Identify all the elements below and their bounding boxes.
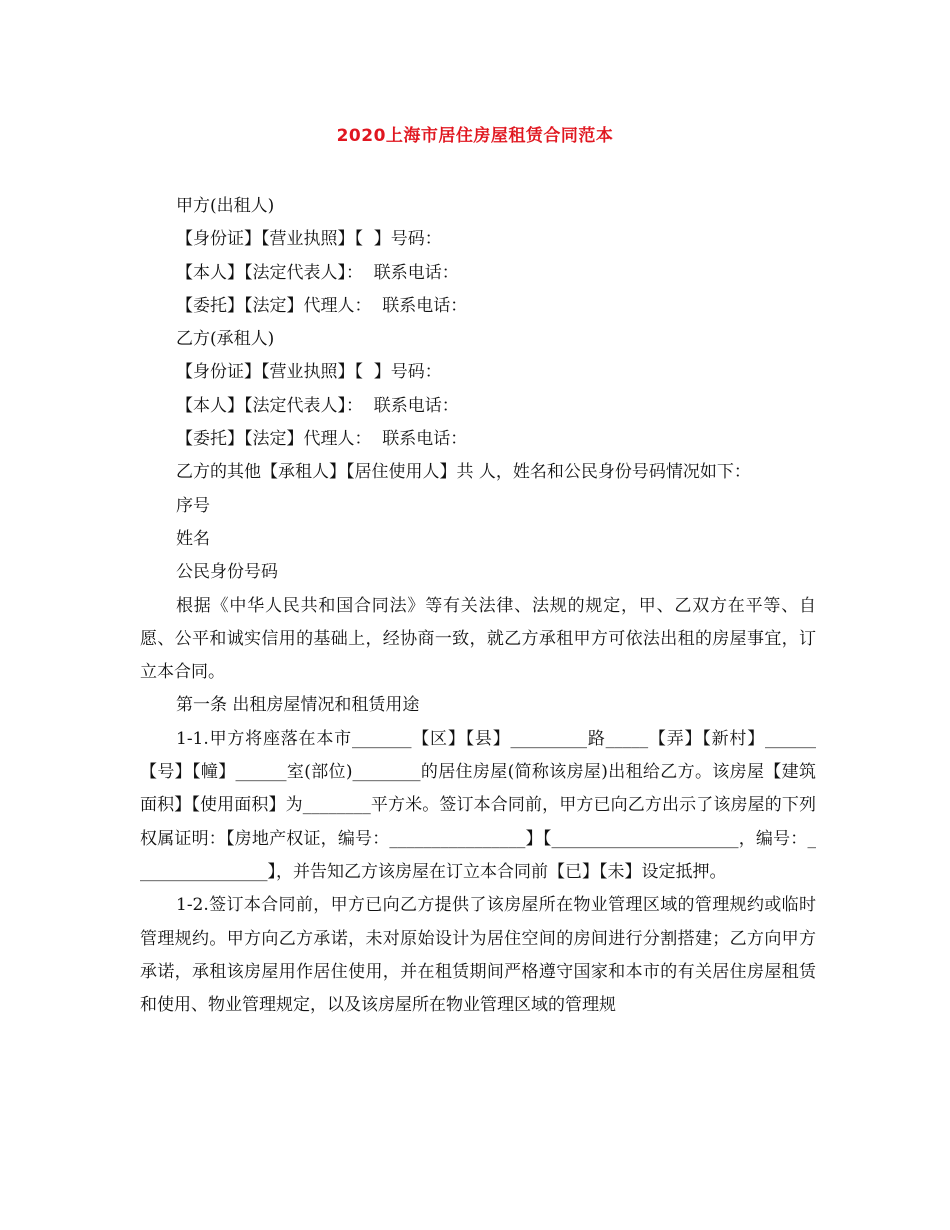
party-a-representative-line: 【本人】【法定代表人】： 联系电话： [176,262,459,283]
document-title: 2020上海市居住房屋租赁合同范本 [336,126,614,146]
document-body [140,190,816,1022]
party-b-heading: 乙方(承租人) [176,329,275,350]
party-b-agent-line: 【委托】【法定】代理人： 联系电话： [176,429,468,450]
clause-1-2-paragraph: 1-2.签订本合同前，甲方已向乙方提供了该房屋所在物业管理区域的管理规约或临时管理规约。甲方向乙方承诺，未对原始设计为居住空间的房间进行分割搭建；乙方向甲方承诺，承租该房屋用作居住使用，并在租赁期间严格遵守国家和本市的有关居住房屋租赁和使用、物业管理规定，以及该房屋所在物业管理区域的管理规 [140,895,816,1016]
clause-1-1-paragraph: 1-1.甲方将座落在本市_______【区】【县】_________路_____【弄】【新村】______【号】【幢】______室(部位)________的居住房屋(简称该房屋)出租给乙方。该房屋【建筑面积】【使用面积】为________平方米。签订本合同前，甲方已向乙方出示了该房屋的下列权属证明：【房地产权证，编号：________________】【______________________，编号：________________】，并告知乙方该房屋在订立本合同前【已】【未】设定抵押。 [140,728,816,882]
party-a-id-line: 【身份证】【营业执照】【 】号码： [176,229,442,250]
other-tenants-line: 乙方的其他【承租人】【居住使用人】共 人，姓名和公民身份号码情况如下： [176,462,751,483]
party-b-representative-line: 【本人】【法定代表人】： 联系电话： [176,395,459,416]
table-header-id-number: 公民身份号码 [176,562,278,583]
party-a-agent-line: 【委托】【法定】代理人： 联系电话： [176,295,468,316]
article-1-heading: 第一条 出租房屋情况和租赁用途 [176,695,420,716]
party-a-heading: 甲方(出租人) [176,196,275,216]
table-header-serial: 序号 [176,495,210,516]
party-b-id-line: 【身份证】【营业执照】【 】号码： [176,362,442,383]
preamble-paragraph: 根据《中华人民共和国合同法》等有关法律、法规的规定，甲、乙双方在平等、自愿、公平和诚实信用的基础上，经协商一致，就乙方承租甲方可依法出租的房屋事宜，订立本合同。 [140,595,816,683]
table-header-name: 姓名 [176,528,210,549]
